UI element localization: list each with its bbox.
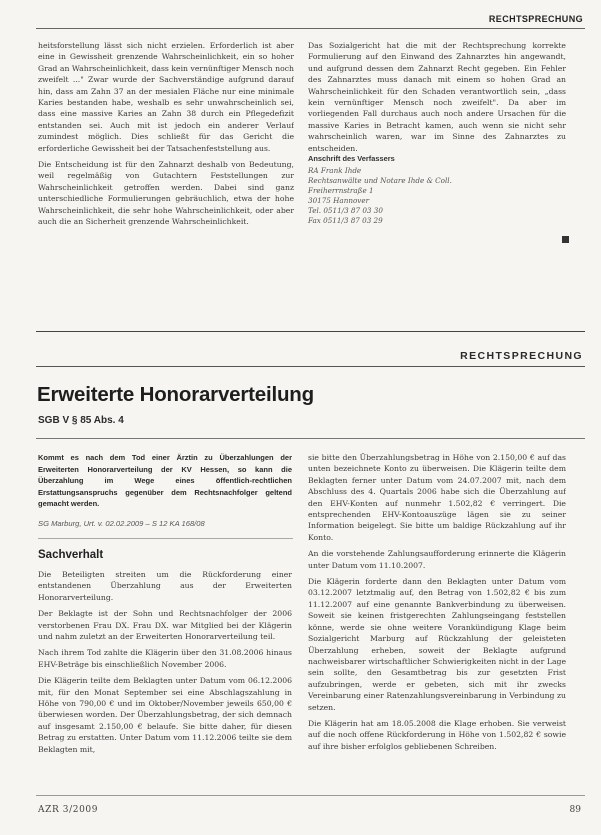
paragraph: Die Beteiligten streiten um die Rückforderung einer entstandenen Überzahlung aus der Erweiterten Honorarverteilung. (38, 570, 292, 602)
journal-issue: AZR 3/2009 (38, 805, 99, 815)
page-number: 89 (569, 805, 581, 815)
sachverhalt-heading: Sachverhalt (38, 549, 104, 561)
author-line: Fax 0511/3 87 03 29 (308, 216, 383, 225)
author-line: 30175 Hannover (308, 196, 370, 205)
author-line: Freiherrnstraße 1 (308, 186, 374, 195)
paragraph: Die Klägerin teilte dem Beklagten unter Datum vom 06.12.2006 mit, für den Monat September sei eine Abschlagszahlung in Höhe von 790,00 € und im Oktober/November jeweils 650,00 € überwiesen worden. Der Überzahlungsbetrag, der sich demnach auf insgesamt 2.150,00 € belaufe. Sie bitte daher, für diesen Betrag zu erstatten. Unter Datum vom 11.12.2006 teilte sie dem Beklagten mit, (38, 676, 292, 754)
paragraph: heitsforstellung lässt sich nicht erzielen. Erforderlich ist aber eine in Gewissheit grenzende Wahrscheinlichkeit, ein so hoher Grad an Wahrscheinlichkeit, dass kein vernünftiger Mensch noch zweifelt ..." Zwar wurde der Sachverständige aufgrund darauf hin, dass am Zahn 37 an der mesialen Fläche nur eine minimale Karies bestanden habe, weshalb es sehr unwahrscheinlich sei, dass eine massive Karies an Zahn 38 durch ein Pflegedefizit entstanden sei. Auch mit ist jedoch ein anderer Verlauf zumindest möglich. Dies schließt für das Gericht die erforderliche Gewissheit bei der Tatsachenfeststellung aus. (38, 41, 294, 153)
bottom-left-column (38, 569, 292, 787)
running-head: RECHTSPRECHUNG (488, 14, 583, 24)
paragraph: Nach ihrem Tod zahlte die Klägerin über den 31.08.2006 hinaus EHV-Beträge bis einschließlich November 2006. (38, 648, 292, 669)
end-of-article-square (562, 236, 569, 243)
top-left-column (38, 40, 294, 250)
author-line: RA Frank Ihde (308, 166, 362, 175)
title-rule (36, 438, 585, 439)
paragraph: Die Klägerin hat am 18.05.2008 die Klage erhoben. Sie verweist auf die noch offene Rückforderung in Höhe von 1.502,82 € sowie auf ihre bisher erfolglos gebliebenen Schreiben. (308, 718, 566, 751)
paragraph: Der Beklagte ist der Sohn und Rechtsnachfolger der 2006 verstorbenen Frau DX. Frau DX. war Mitglied bei der Klägerin und nahm zuletzt an der Erweiterten Honorarverteilung teil. (38, 609, 292, 642)
author-address (308, 154, 558, 226)
case-citation: SG Marburg, Urt. v. 02.02.2009 – S 12 KA 168/08 (38, 519, 205, 528)
citation-rule (38, 538, 293, 539)
article-subtitle: SGB V § 85 Abs. 4 (38, 415, 124, 426)
author-line: Rechtsanwälte und Notare Ihde & Coll. (308, 176, 452, 185)
paragraph: Die Entscheidung ist für den Zahnarzt deshalb von Bedeutung, weil regelmäßig von Gutachtern Feststellungen zur Wahrscheinlichkeit getroffen werden. Dabei sind ganz unterschiedliche Formulierungen gebräuchlich, etwa der hohe Wahrscheinlichkeit, die sehr hohe Wahrscheinlichkeit, oder aber auch die an Sicherheit grenzende Wahrscheinlichkeit. (38, 160, 294, 227)
paragraph: Das Sozialgericht hat die mit der Rechtsprechung korrekte Formulierung auf den Einwand des Zahnarztes hin angewandt, und aufgrund dessen dem Zahnarzt Recht gegeben. Ein Fehler des Zahnarztes muss danach mit einem so hohen Grad an Wahrscheinlichkeit für den Schaden verantwortlich sein, „dass kein vernünftiger Mensch noch zweifelt". Da aber im vorliegenden Fall durchaus auch noch andere Ursachen für die massive Karies in Betracht kamen, auch wenn sie nicht sehr wahrscheinlich waren, war im Sinne des Zahnarztes zu entscheiden. (308, 41, 566, 153)
paragraph: sie bitte den Überzahlungsbetrag in Höhe von 2.150,00 € auf das unten bezeichnete Konto zu überweisen. Die Klägerin teilte dem Beklagten ferner unter Datum vom 24.07.2007 mit, nach dem Abschluss des 4. Quartals 2006 habe sich die Überzahlung auf den EHV-Konten auf nunmehr 1.502,82 € verringert. Die entsprechenden EHV-Kontoauszüge lägen sie zu seiner Information beigelegt. Sie bitte um baldige Rückzahlung auf ihr Konto. (308, 453, 566, 542)
top-rule (36, 28, 585, 29)
bottom-right-column (308, 452, 566, 787)
footer-rule (36, 795, 585, 796)
author-line: Tel. 0511/3 87 03 30 (308, 206, 383, 215)
section-rule (36, 366, 585, 367)
paragraph: An die vorstehende Zahlungsaufforderung erinnerte die Klägerin unter Datum vom 11.10.2007. (308, 549, 566, 570)
paragraph: Die Klägerin forderte dann den Beklagten unter Datum vom 03.12.2007 letztmalig auf, den Betrag von 1.502,82 € bis zum 11.12.2007 auf eine genannte Bankverbindung zu überweisen. Soweit sie keinen fristgerechten Zahlungseingang feststellen könne, werde sie ohne weitere Vorankündigung Klage beim Sozialgericht Marburg auf Rückzahlung der geleisteten Überzahlung erheben, soweit der Beklagte aufgrund nachweisbarer wirtschaftlicher Schwierigkeiten nicht in der Lage sein sollte, den Gesamtbetrag bis zur gesetzten Frist aufzubringen, werde er gebeten, sich mit ihr zwecks Vereinbarung einer Ratenzahlungsvereinbarung in Verbindung zu setzen. (308, 577, 566, 712)
section-divider (36, 331, 585, 332)
section-label: RECHTSPRECHUNG (460, 350, 583, 362)
summary-headnote: Kommt es nach dem Tod einer Ärztin zu Überzahlungen der Erweiterten Honorarverteilung der KV Hessen, so kann die Überzahlung im Wege eines öffentlich-rechtlichen Erstattungsanspruchs gegenüber dem Rechtsnachfolger geltend gemacht werden. (38, 453, 292, 509)
author-heading: Anschrift des Verfassers (308, 154, 395, 163)
article-title: Erweiterte Honorarverteilung (37, 383, 314, 406)
